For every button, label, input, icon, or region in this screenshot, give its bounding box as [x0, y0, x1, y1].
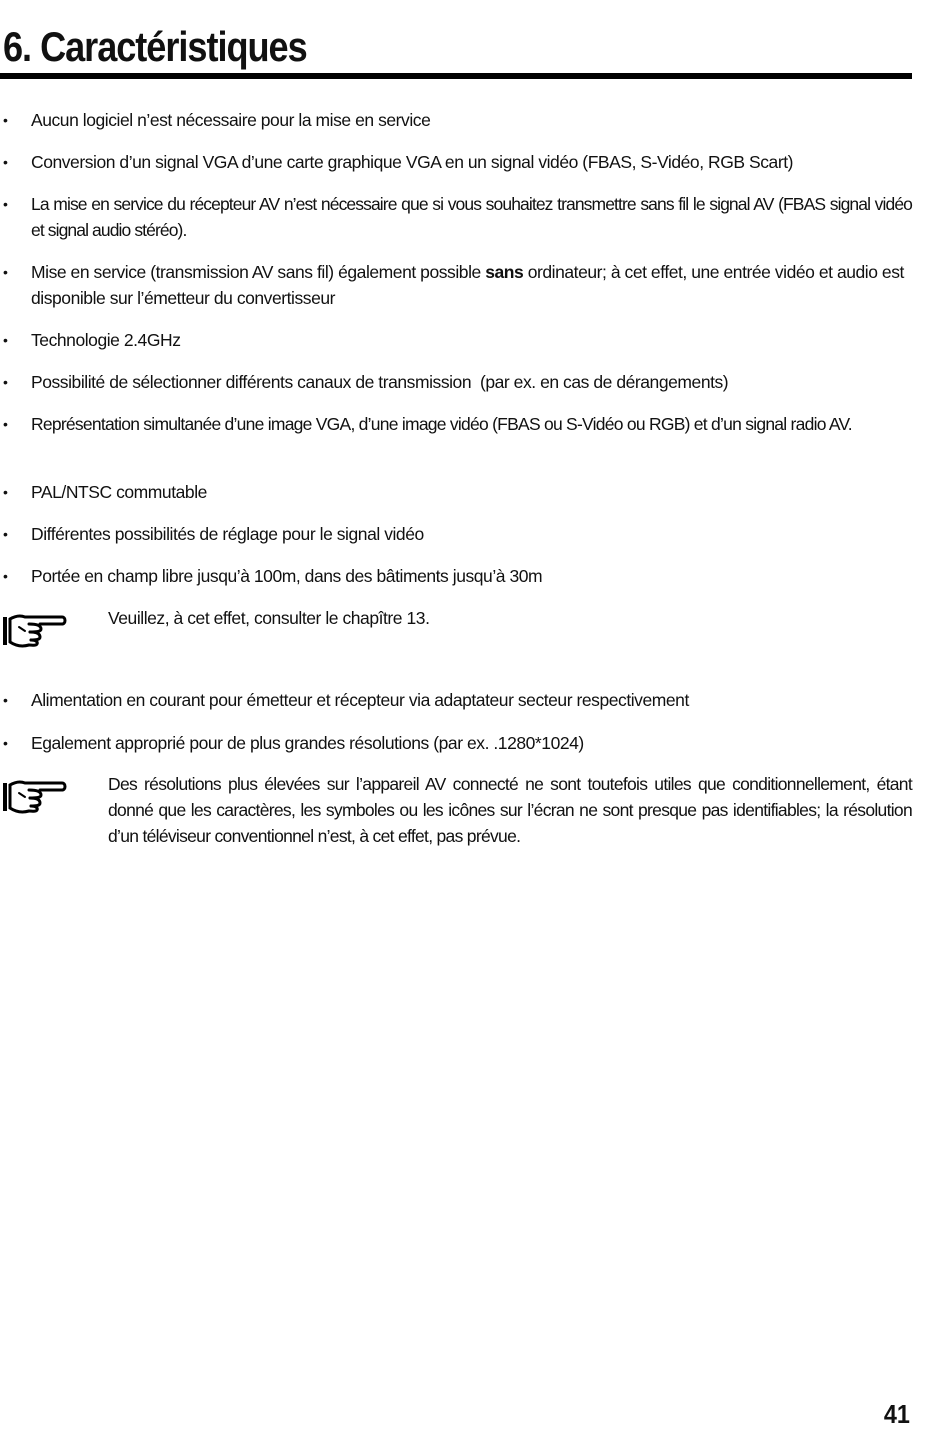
bullet-marker: • [3, 526, 8, 542]
list-item-text: Différentes possibilités de réglage pour le signal vidéo [31, 524, 424, 544]
list-item [0, 369, 912, 395]
list-item [0, 730, 912, 756]
list-item-text: Possibilité de sélectionner différents canaux de transmission (par ex. en cas de dérangements) [31, 372, 729, 392]
note-block [0, 605, 912, 631]
bullet-marker: • [3, 735, 8, 751]
list-item-text: Portée en champ libre jusqu’à 100m, dans des bâtiments jusqu’à 30m [31, 566, 543, 586]
emphasis-text: sans [485, 262, 524, 282]
bullet-marker: • [3, 332, 8, 348]
list-item [0, 327, 912, 353]
bullet-marker: • [3, 416, 8, 432]
list-item [0, 687, 912, 713]
list-item-text: Alimentation en courant pour émetteur et récepteur via adaptateur secteur respectivement [31, 690, 689, 710]
list-item [0, 563, 912, 589]
bullet-marker: • [3, 484, 8, 500]
list-item [0, 411, 912, 437]
bullet-marker: • [3, 692, 8, 708]
list-item-text: PAL/NTSC commutable [31, 482, 207, 502]
list-item-text: Représentation simultanée d’une image VGA, d’une image vidéo (FBAS ou S-Vidéo ou RGB) et d’un signal radio AV. [31, 414, 852, 434]
pointing-hand-icon [2, 775, 68, 817]
bullet-marker: • [3, 112, 8, 128]
bullet-marker: • [3, 374, 8, 390]
list-item-text-start: Mise en service (transmission AV sans fil) également possible [31, 262, 486, 282]
note-text: Des résolutions plus élevées sur l’appareil AV connecté ne sont toutefois utiles que conditionnellement, étant donné que les caractères, les symboles ou les icônes sur l’écran ne sont presque pas identifiables; la résolution d’un téléviseur conventionnel n’est, à cet effet, pas prévue. [108, 774, 912, 846]
pointing-hand-icon [2, 609, 68, 651]
list-item [0, 479, 912, 505]
list-item-text [31, 259, 912, 311]
list-item [0, 259, 912, 311]
title-underline [0, 73, 912, 79]
list-item-text: Aucun logiciel n’est nécessaire pour la mise en service [31, 110, 431, 130]
list-item-text: Conversion d’un signal VGA d’une carte graphique VGA en un signal vidéo (FBAS, S-Vidéo, RGB Scart) [31, 152, 793, 172]
page-title: 6. Caractéristiques [3, 23, 307, 70]
list-item [0, 149, 912, 175]
list-item [0, 191, 912, 243]
list-item-text: Technologie 2.4GHz [31, 330, 181, 350]
note-text: Veuillez, à cet effet, consulter le chapître 13. [108, 608, 430, 628]
bullet-marker: • [3, 264, 8, 280]
list-item-text: La mise en service du récepteur AV n’est nécessaire que si vous souhaitez transmettre sans fil le signal AV (FBAS signal vidéo et signal audio stéréo). [31, 194, 912, 240]
note-block [0, 771, 912, 849]
bullet-marker: • [3, 568, 8, 584]
page-number: 41 [883, 1399, 910, 1429]
list-item-text: Egalement approprié pour de plus grandes résolutions (par ex. .1280*1024) [31, 733, 584, 753]
bullet-marker: • [3, 196, 8, 212]
list-item [0, 107, 912, 133]
list-item-text-end: ordinateur; à cet effet, une entrée vidéo et audio est disponible sur l’émetteur du convertisseur [31, 262, 904, 308]
list-item [0, 521, 912, 547]
bullet-marker: • [3, 154, 8, 170]
